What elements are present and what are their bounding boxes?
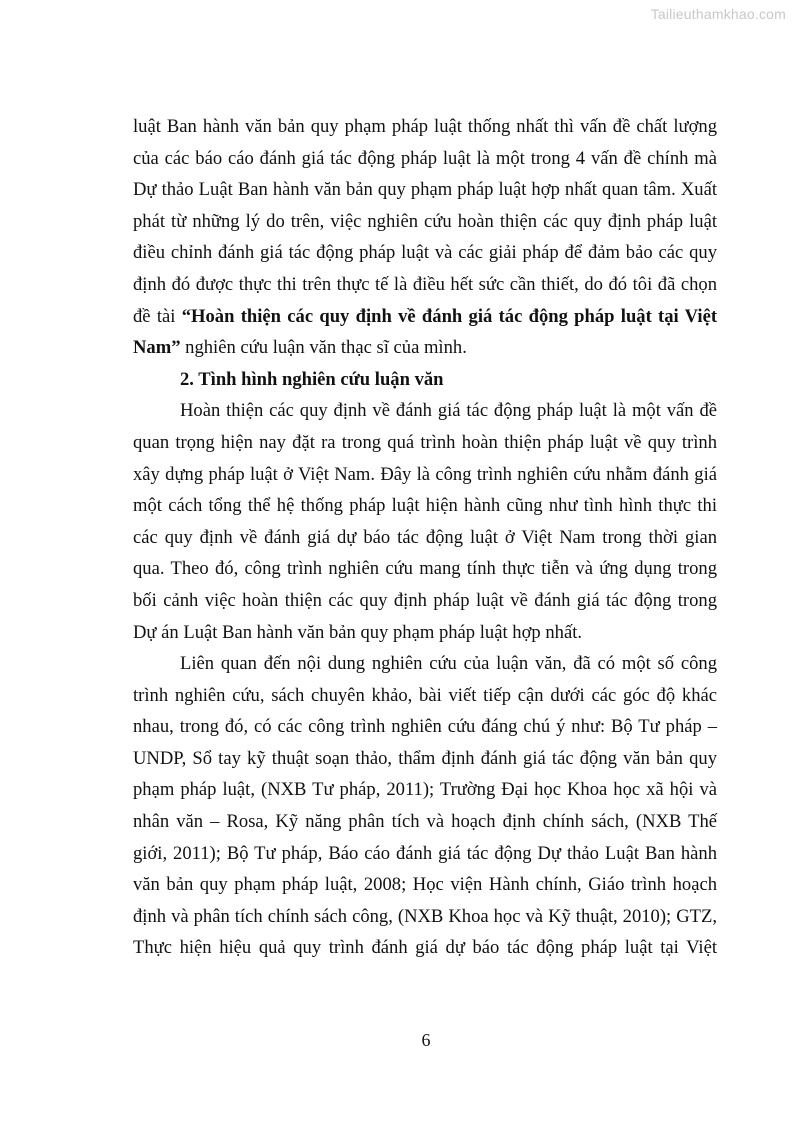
text-line: luật Ban hành văn bản quy phạm pháp luật thống nhất thì vấn đề chất lượng	[133, 116, 717, 137]
text-line: Dự thảo Luật Ban hành văn bản quy phạm pháp luật hợp nhất quan tâm. Xuất	[133, 179, 717, 201]
text-line: nhân văn – Rosa, Kỹ năng phân tích và hoạch định chính sách, (NXB Thế	[133, 811, 717, 833]
text-line: qua. Theo đó, công trình nghiên cứu mang tính thực tiễn và ứng dụng trong	[133, 558, 717, 580]
text-line: phát từ những lý do trên, việc nghiên cứu hoàn thiện các quy định pháp luật	[133, 210, 717, 232]
text-line	[133, 301, 717, 333]
text-line: một cách tổng thể hệ thống pháp luật hiện hành cũng như tình hình thực thi	[133, 495, 717, 517]
text-line: văn bản quy phạm pháp luật, 2008; Học viện Hành chính, Giáo trình hoạch	[133, 874, 717, 896]
text-line: định đó được thực thi trên thực tế là điều hết sức cần thiết, do đó tôi đã chọn	[133, 273, 717, 295]
document-body	[133, 111, 717, 964]
thesis-title-bold-end: Nam”	[133, 337, 181, 359]
text-line: bối cảnh việc hoàn thiện các quy định pháp luật về đánh giá tác động trong	[133, 589, 717, 611]
text-line: Liên quan đến nội dung nghiên cứu của luận văn, đã có một số công	[180, 653, 717, 675]
paragraph-intro-continuation	[133, 111, 717, 364]
text-line: Hoàn thiện các quy định về đánh giá tác động pháp luật là một vấn đề	[180, 400, 717, 422]
text-line: trình nghiên cứu, sách chuyên khảo, bài viết tiếp cận dưới các góc độ khác	[133, 684, 717, 706]
text-line: nhau, trong đó, có các công trình nghiên cứu đáng chú ý như: Bộ Tư pháp –	[133, 716, 717, 738]
text-line: điều chỉnh đánh giá tác động pháp luật và các giải pháp để đảm bảo các quy	[133, 242, 717, 264]
section-heading-text: 2. Tình hình nghiên cứu luận văn	[180, 368, 444, 390]
text-line: xây dựng pháp luật ở Việt Nam. Đây là công trình nghiên cứu nhằm đánh giá	[133, 463, 717, 485]
text-line: UNDP, Sổ tay kỹ thuật soạn thảo, thẩm định đánh giá tác động văn bản quy	[133, 747, 717, 769]
text-line: phạm pháp luật, (NXB Tư pháp, 2011); Trường Đại học Khoa học xã hội và	[133, 779, 717, 801]
text-fragment: nghiên cứu luận văn thạc sĩ của mình.	[180, 337, 467, 359]
watermark-text: Tailieuthamkhao.com	[650, 6, 786, 22]
text-line: Dự án Luật Ban hành văn bản quy phạm pháp luật hợp nhất.	[133, 621, 583, 643]
section-heading	[133, 364, 717, 396]
paragraph-research-overview	[133, 395, 717, 648]
text-line: các quy định về đánh giá dự báo tác động luật ở Việt Nam trong thời gian	[133, 526, 717, 548]
text-line: Thực hiện hiệu quả quy trình đánh giá dự báo tác động pháp luật tại Việt	[133, 937, 717, 959]
text-line: định và phân tích chính sách công, (NXB Khoa học và Kỹ thuật, 2010); GTZ,	[133, 905, 717, 927]
text-fragment: đề tài	[133, 305, 182, 327]
paragraph-related-works	[133, 648, 717, 964]
text-line	[133, 332, 717, 364]
thesis-title-bold: “Hoàn thiện các quy định về đánh giá tác động pháp luật tại Việt	[181, 305, 718, 327]
page-number: 6	[421, 1030, 431, 1050]
text-line: giới, 2011); Bộ Tư pháp, Báo cáo đánh giá tác động Dự thảo Luật Ban hành	[133, 842, 717, 864]
text-line: của các báo cáo đánh giá tác động pháp luật là một trong 4 vấn đề chính mà	[133, 147, 717, 169]
text-line: quan trọng hiện nay đặt ra trong quá trình hoàn thiện pháp luật về quy trình	[133, 431, 717, 453]
